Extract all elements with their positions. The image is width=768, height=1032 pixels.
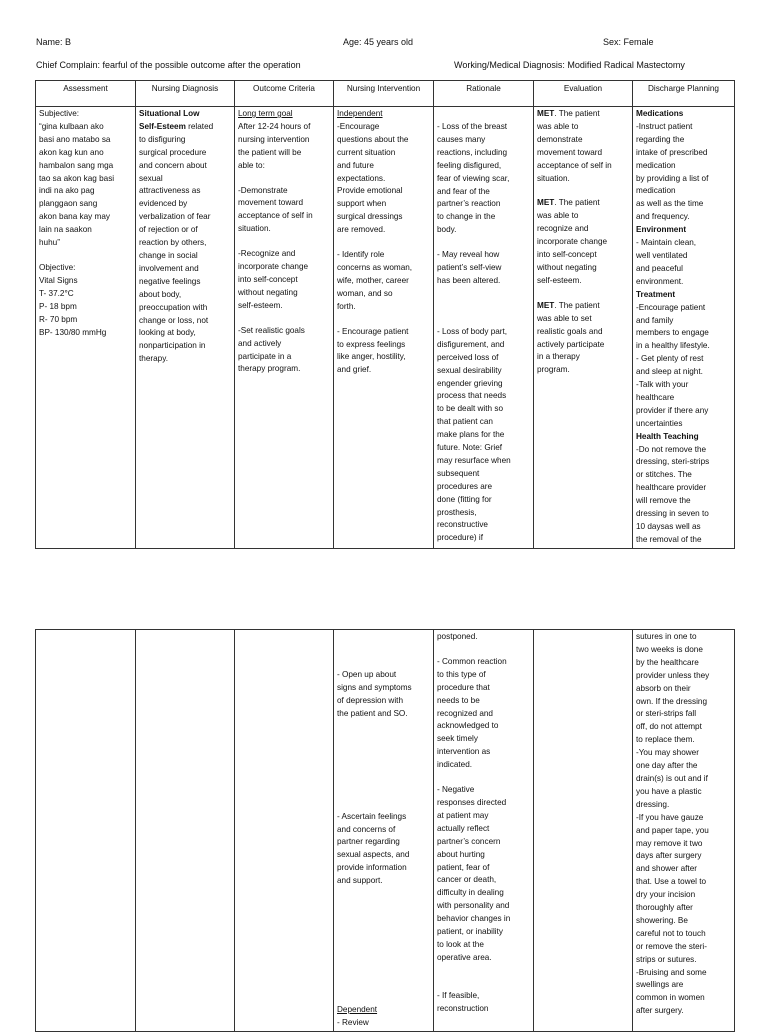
medications-text: -Instruct patient regarding the intake of prescribed medication by providing a list of medication as well as the time and frequency. (636, 121, 709, 222)
treatment-heading: Treatment (636, 289, 676, 299)
chief-complaint: Chief Complain: fearful of the possible outcome after the operation (36, 60, 301, 70)
environment-text: - Maintain clean, well ventilated and peaceful environment. (636, 238, 697, 286)
medications-heading: Medications (636, 109, 684, 118)
evaluation-item-3 (537, 300, 629, 377)
col-header-assessment: Assessment (36, 81, 136, 107)
patient-sex: Sex: Female (603, 37, 654, 47)
health-teaching-text-continued: sutures in one to two weeks is done by the healthcare provider unless they absorb on their own. If the dressing or steri-strips fall off, do not attempt to replace them. -You may shower one day after the drain(s) is out and if you have a plastic dressing. -If you have gauze and paper tape, you may remove it two days after surgery and shower after that. Use a towel to dry your incision thoroughly after showering. Be careful not to touch or remove the steri- strips or sutures. -Bruising and some swellings are common in women after surgery. (636, 632, 710, 1016)
rationale-item-3-end: postponed. (437, 632, 478, 641)
assessment-cell-continued (36, 630, 136, 1032)
treatment-text: -Encourage patient and family members to engage in a healthy lifestyle. - Get plenty of rest and sleep at night. -Talk with your healthcare provider if there any uncertainties (636, 302, 710, 428)
nursing-diagnosis-cell (136, 107, 235, 549)
rationale-item-2: - May reveal how patient’s self-view has been altered. (437, 250, 502, 285)
outcome-item-3: -Set realistic goals and actively participate in a therapy program. (238, 325, 305, 374)
intervention-item-4: - Open up about signs and symptoms of depression with the patient and SO. (337, 670, 412, 718)
rationale-item-6: - If feasible, reconstruction (437, 990, 489, 1013)
nursing-intervention-cell-continued (334, 630, 434, 1032)
outcome-intro: After 12-24 hours of nursing intervention the patient will be able to: (238, 121, 311, 170)
evaluation-text-2: . The patient was able to recognize and incorporate change into self-concept without negating self-esteem. (537, 198, 608, 285)
col-header-nursing-diagnosis: Nursing Diagnosis (136, 81, 235, 107)
evaluation-cell (534, 107, 633, 549)
long-term-goal-heading: Long term goal (238, 109, 293, 118)
intervention-item-2: - Identify role concerns as woman, wife, mother, career woman, and so forth. (337, 250, 413, 311)
vital-blood-pressure: BP- 130/80 mmHg (39, 327, 107, 337)
environment-heading: Environment (636, 225, 687, 235)
col-header-rationale: Rationale (434, 81, 534, 107)
rationale-item-3: - Loss of body part, disfigurement, and perceived loss of sexual desirability engender grieving process that needs to be dealt with so that patient can make plans for the future. Note: Grief may resurface when subsequent procedures are done (fitting for prosthesis, reconstructive procedure) if (437, 326, 511, 543)
evaluation-item-1 (537, 108, 629, 185)
rationale-item-5: - Negative responses directed at patient may actually reflect partner’s concern about hurting patient, fear of cancer or death, difficulty in dealing with personality and behavior changes in patient, or inability to look at the operative area. (437, 785, 511, 962)
diagnosis-title: Situational Low Self-Esteem (139, 109, 200, 131)
outcome-item-2: -Recognize and incorporate change into self-concept without negating self-esteem. (238, 249, 309, 310)
subjective-label: Subjective: (39, 109, 80, 118)
patient-age: Age: 45 years old (343, 37, 414, 47)
rationale-cell (434, 107, 534, 549)
discharge-planning-cell-continued (633, 630, 735, 1032)
intervention-item-6: - Review (337, 1017, 369, 1027)
vital-pulse: P- 18 bpm (39, 301, 77, 311)
evaluation-text-3: . The patient was able to set realistic goals and actively participate in a therapy program. (537, 300, 605, 375)
nursing-diagnosis-cell-continued (136, 630, 235, 1032)
col-header-nursing-intervention: Nursing Intervention (334, 81, 434, 107)
rationale-item-1: - Loss of the breast causes many reactions, including feeling disfigured, fear of viewing scar, and fear of the partner’s reaction to change in the body. (437, 122, 510, 235)
evaluation-item-2 (537, 197, 629, 287)
care-plan-table-page2 (35, 629, 735, 1032)
health-teaching-text: -Do not remove the dressing, steri-strips or stitches. The healthcare provider will remove the dressing in seven to 10 daysas well as the removal of the (636, 444, 710, 544)
vital-temperature: T- 37.2°C (39, 288, 74, 298)
evaluation-cell-continued (534, 630, 633, 1032)
nursing-intervention-cell (334, 107, 434, 549)
patient-name: Name: B (36, 37, 72, 47)
subjective-text: “gina kulbaan ako basi ano matabo sa akon kag kun ano hambalon sang mga tao sa akon kag basi indi na ako pag planggaon sang akon bana kay may lain na saakon huhu” (39, 121, 115, 248)
col-header-discharge-planning: Discharge Planning (633, 81, 735, 107)
outcome-criteria-cell (235, 107, 334, 549)
diagnosis-text: related to disfiguring surgical procedure and concern about sexual attractiveness as evidenced by verbalization of fear of rejection or of reaction by others, change in social involvement and negative feelings about body, preoccupation with change or loss, not looking at body, nonparticipation in therapy. (139, 121, 214, 364)
intervention-item-1: -Encourage questions about the current situation and future expectations. Provide emotional support when surgical dressings are removed. (337, 121, 409, 235)
rationale-cell-continued (434, 630, 534, 1032)
discharge-planning-cell (633, 107, 735, 549)
vital-respiration: R- 70 bpm (39, 314, 78, 324)
met-label: MET (537, 300, 555, 310)
rationale-item-4: - Common reaction to this type of procedure that needs to be recognized and acknowledged to seek timely intervention as indicated. (437, 656, 507, 770)
dependent-heading: Dependent (337, 1005, 378, 1015)
col-header-evaluation: Evaluation (534, 81, 633, 107)
vital-signs-label: Vital Signs (39, 275, 78, 285)
medical-diagnosis: Working/Medical Diagnosis: Modified Radical Mastectomy (454, 60, 685, 70)
intervention-item-5: - Ascertain feelings and concerns of partner regarding sexual aspects, and provide information and support. (337, 811, 410, 886)
col-header-outcome-criteria: Outcome Criteria (235, 81, 334, 107)
care-plan-table-page1 (35, 80, 735, 549)
independent-heading: Independent (337, 109, 383, 118)
objective-label: Objective: (39, 262, 76, 272)
outcome-item-1: -Demonstrate movement toward acceptance of self in situation. (238, 185, 313, 234)
intervention-item-3: - Encourage patient to express feelings like anger, hostility, and grief. (337, 326, 409, 375)
assessment-cell (36, 107, 136, 549)
met-label: MET (537, 198, 555, 208)
evaluation-text-1: . The patient was able to demonstrate movement toward acceptance of self in situation. (537, 109, 612, 183)
health-teaching-heading: Health Teaching (636, 431, 699, 441)
outcome-criteria-cell-continued (235, 630, 334, 1032)
met-label: MET (537, 109, 555, 118)
